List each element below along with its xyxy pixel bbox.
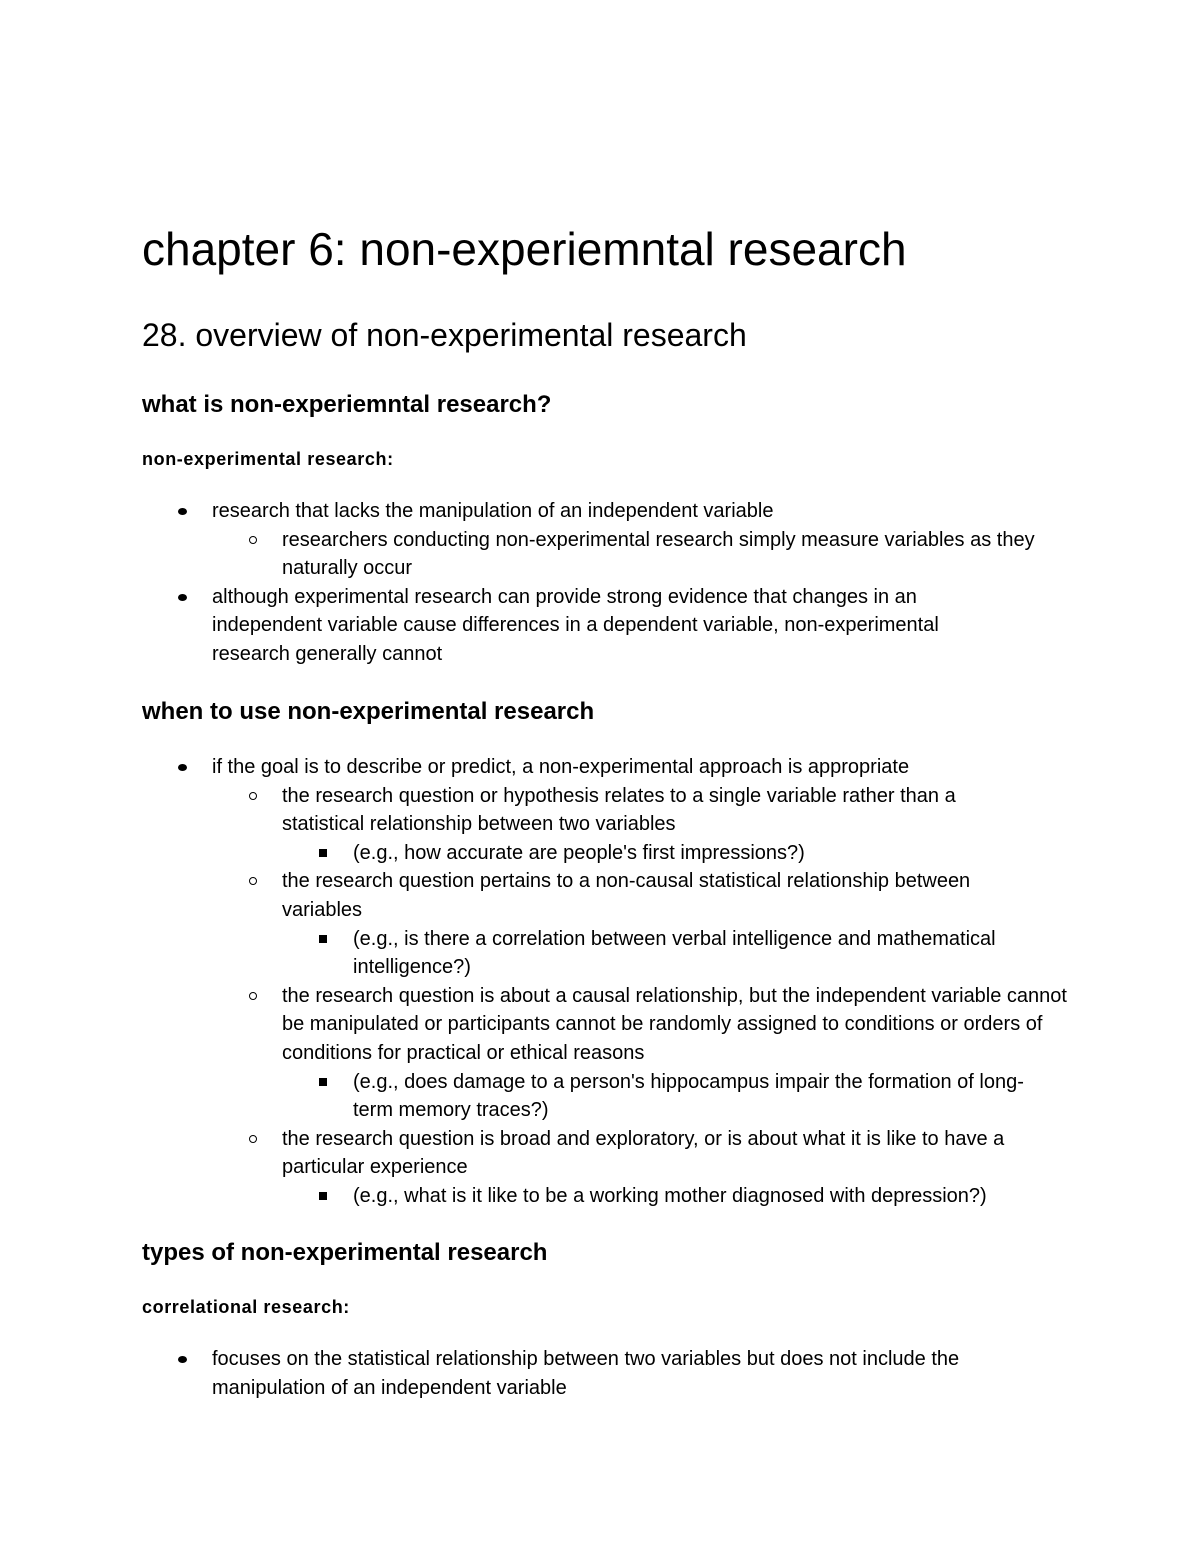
what-is-heading: what is non-experiemntal research? [142,391,552,418]
filled-circle-bullet-icon [178,508,187,515]
types-heading: types of non-experimental research [142,1239,548,1266]
hollow-circle-bullet-icon [249,536,257,544]
filled-circle-bullet-icon [178,1356,187,1363]
section-heading: 28. overview of non-experimental research [142,317,747,353]
list-item: the research question is about a causal relationship, but the independent variable cannot be manipulated or participants cannot be randomly assigned to conditions or orders of conditions for practical or ethical reasons [142,982,1072,1068]
list-item: although experimental research can provide strong evidence that changes in an independent variable cause differences in a dependent variable, non-experimental research generally cannot [142,583,1012,669]
filled-circle-bullet-icon [178,764,187,771]
list-item: if the goal is to describe or predict, a non-experimental approach is appropriate [142,753,1082,782]
list-item: the research question pertains to a non-causal statistical relationship between variables [142,867,1042,924]
list-item: focuses on the statistical relationship between two variables but does not include the manipulation of an independent variable [142,1345,1032,1402]
definition-term: non-experimental research: [142,449,394,469]
square-bullet-icon [319,935,327,943]
hollow-circle-bullet-icon [249,792,257,800]
square-bullet-icon [319,1192,327,1200]
correlational-list [142,1345,1082,1402]
hollow-circle-bullet-icon [249,1135,257,1143]
list-item: (e.g., is there a correlation between verbal intelligence and mathematical intelligence?) [142,925,1073,982]
list-item: research that lacks the manipulation of an independent variable [142,497,1082,526]
list-item: the research question is broad and exploratory, or is about what it is like to have a particular experience [142,1125,1062,1182]
hollow-circle-bullet-icon [249,992,257,1000]
chapter-title: chapter 6: non-experiemntal research [142,223,907,275]
filled-circle-bullet-icon [178,594,187,601]
when-to-use-heading: when to use non-experimental research [142,698,595,725]
definition-list [142,497,1082,669]
square-bullet-icon [319,849,327,857]
when-to-use-list [142,753,1082,1211]
list-item: (e.g., what is it like to be a working mother diagnosed with depression?) [142,1182,1082,1211]
list-item: (e.g., does damage to a person's hippocampus impair the formation of long-term memory traces?) [142,1068,1053,1125]
list-item: (e.g., how accurate are people's first impressions?) [142,839,1082,868]
list-item: the research question or hypothesis relates to a single variable rather than a statistical relationship between two variables [142,782,1022,839]
square-bullet-icon [319,1078,327,1086]
hollow-circle-bullet-icon [249,877,257,885]
correlational-term: correlational research: [142,1297,350,1317]
list-item: researchers conducting non-experimental research simply measure variables as they naturally occur [142,526,1052,583]
